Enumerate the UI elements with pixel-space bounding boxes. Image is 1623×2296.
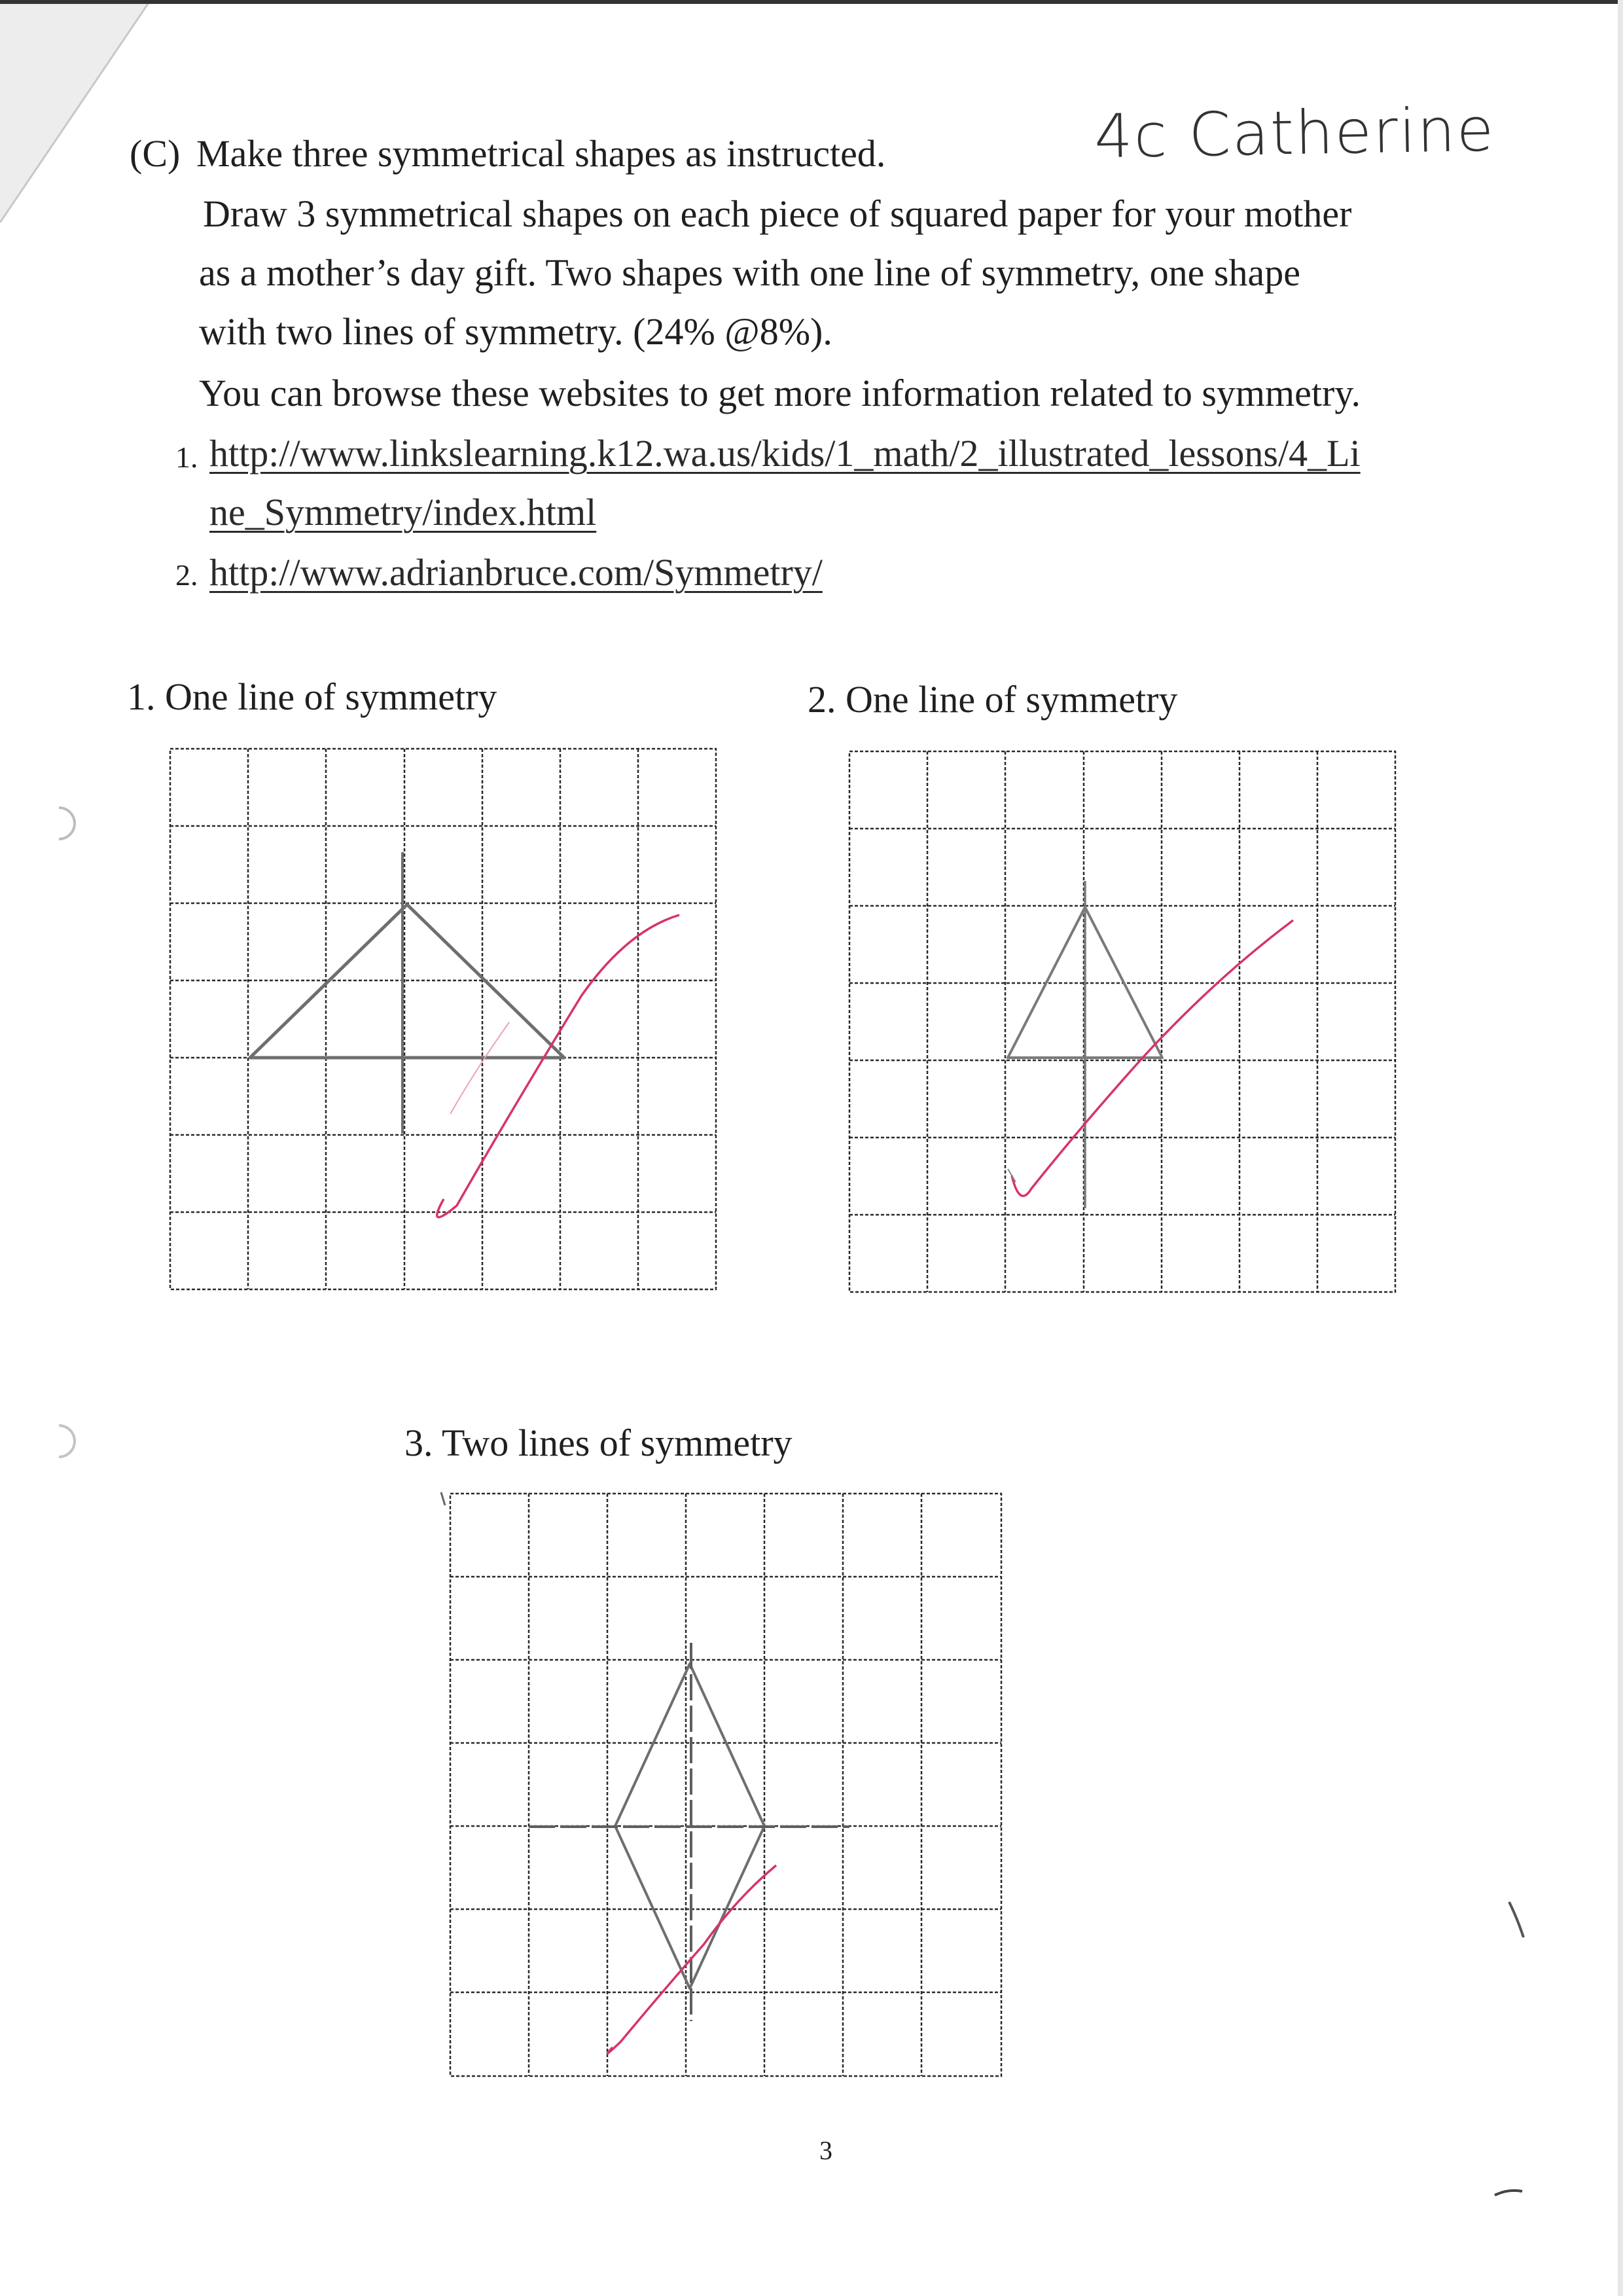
- page-number: 3: [819, 2136, 832, 2165]
- link-1[interactable]: http://www.linkslearning.k12.wa.us/kids/1_math/2_illustrated_lessons/4_Li: [209, 432, 1361, 475]
- squared-paper-grid-3: [449, 1492, 1004, 2079]
- handwritten-name: 4c Catherine: [1094, 94, 1496, 172]
- punch-hole-mark: [46, 1422, 85, 1461]
- grid-lines: [450, 1494, 1001, 2076]
- stray-mark: [1504, 1898, 1530, 1944]
- exercise-3-title: 3. Two lines of symmetry: [404, 1422, 793, 1464]
- instruction-line-2: as a mother’s day gift. Two shapes with one line of symmetry, one shape: [199, 251, 1300, 294]
- exercise-1-title: 1. One line of symmetry: [127, 675, 497, 718]
- section-label: (C): [130, 132, 181, 175]
- link-1-continued[interactable]: ne_Symmetry/index.html: [209, 491, 597, 533]
- folded-corner: [0, 0, 151, 223]
- squared-paper-grid-1: [169, 747, 719, 1291]
- red-tick-mark: [437, 915, 679, 1217]
- instruction-line-1: Draw 3 symmetrical shapes on each piece of squared paper for your mother: [203, 192, 1352, 235]
- punch-hole-mark: [46, 804, 85, 843]
- link-number-1: 1.: [175, 440, 198, 474]
- scan-edge-right: [1618, 0, 1623, 2296]
- browse-note: You can browse these websites to get more information related to symmetry.: [199, 372, 1361, 414]
- section-heading: Make three symmetrical shapes as instructed.: [196, 132, 886, 175]
- link-2[interactable]: http://www.adrianbruce.com/Symmetry/: [209, 551, 823, 594]
- instruction-line-3: with two lines of symmetry. (24% @8%).: [199, 310, 832, 353]
- stray-mark: [437, 1490, 450, 1509]
- stray-mark: [1492, 2186, 1525, 2199]
- scan-edge: [0, 0, 1623, 4]
- squared-paper-grid-2: [848, 750, 1398, 1293]
- grid-lines: [849, 751, 1395, 1292]
- link-number-2: 2.: [175, 558, 198, 592]
- exercise-2-title: 2. One line of symmetry: [808, 678, 1178, 721]
- grid-lines: [170, 749, 716, 1289]
- red-tick-mark: [607, 1865, 776, 2053]
